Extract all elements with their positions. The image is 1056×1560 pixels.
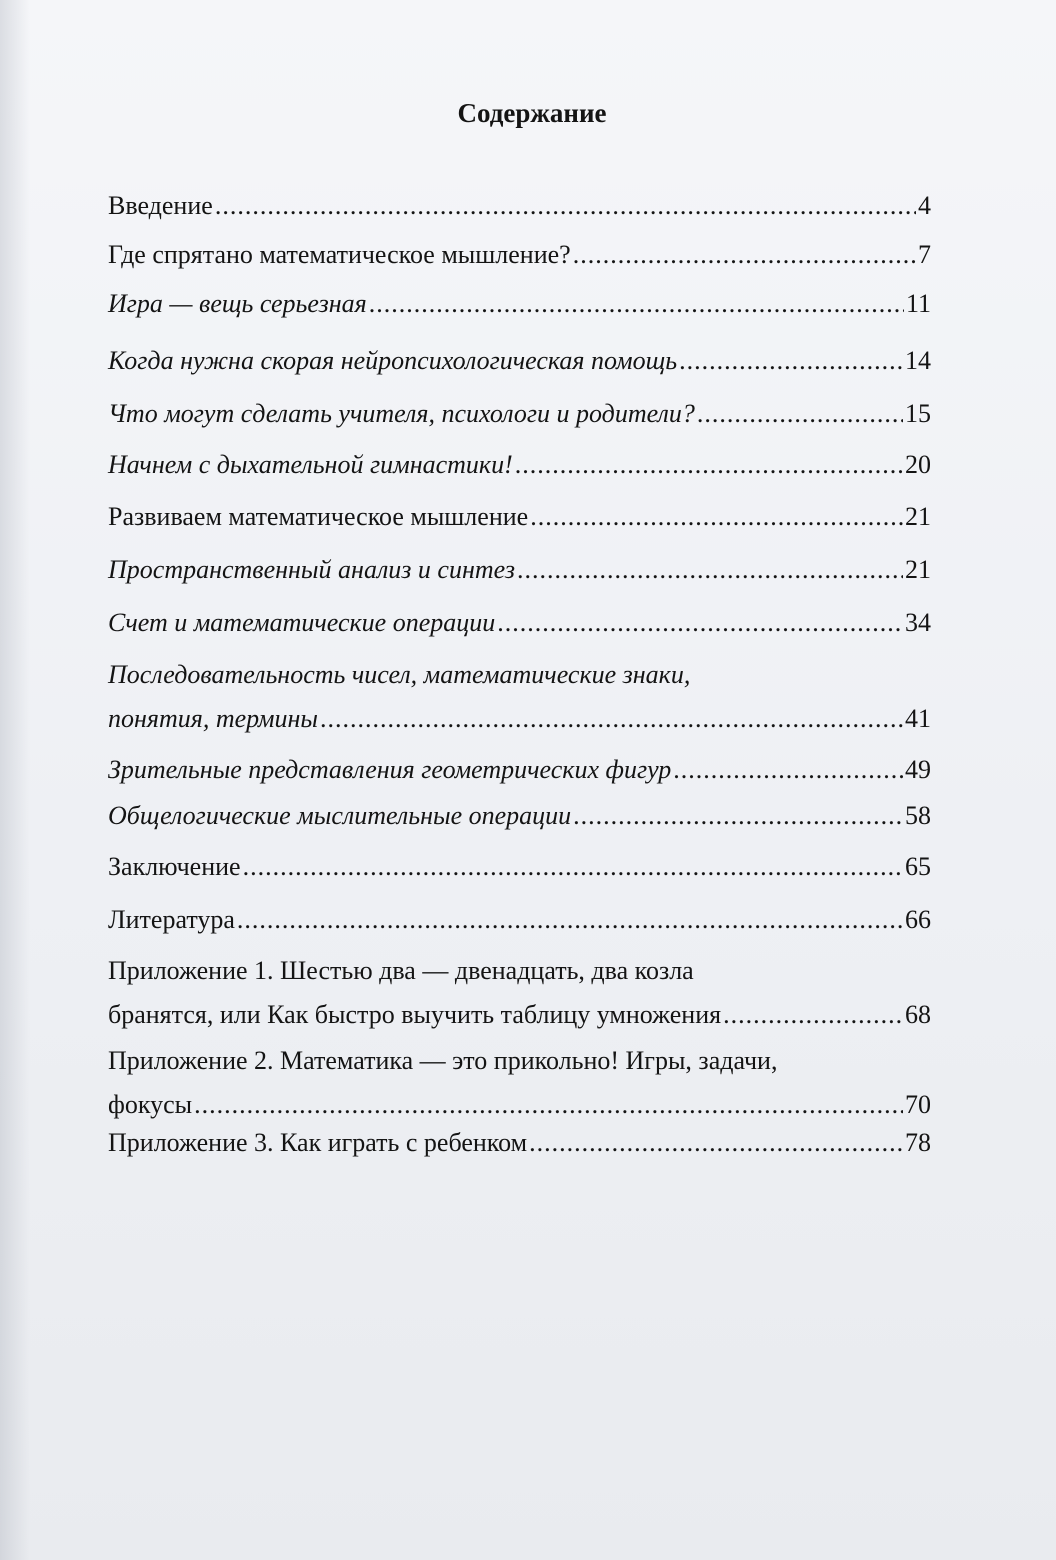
- toc-leader-dots: [237, 902, 903, 938]
- toc-leader-dots: [517, 552, 903, 588]
- toc-entry-title: Зрительные представления геометрических фигур: [108, 755, 672, 784]
- toc-leader-dots: [679, 343, 903, 379]
- toc-entry-title: Развиваем математическое мышление: [108, 502, 529, 531]
- toc-entry-title: Заключение: [108, 852, 241, 881]
- toc-leader-dots: [194, 1087, 903, 1123]
- toc-entry-title: фокусы: [108, 1090, 193, 1119]
- toc-entry[interactable]: [108, 237, 931, 273]
- toc-leader-dots: [320, 701, 903, 737]
- toc-entry[interactable]: [108, 286, 931, 322]
- toc-entry-title: Приложение 3. Как играть с ребенком: [108, 1128, 528, 1157]
- toc-entry[interactable]: [108, 657, 931, 737]
- toc-entry-title: Где спрятано математическое мышление?: [108, 240, 571, 269]
- toc-entry-page: 15: [905, 399, 931, 428]
- toc-entry-title: понятия, термины: [108, 704, 318, 733]
- toc-entry-title: Общелогические мыслительные операции: [108, 801, 572, 830]
- toc-entry[interactable]: [108, 552, 931, 588]
- toc-entry[interactable]: [108, 849, 931, 885]
- toc-entry[interactable]: [108, 499, 931, 535]
- toc-entry-page: 7: [918, 240, 931, 269]
- toc-entry[interactable]: [108, 447, 931, 483]
- toc-entry-title: Счет и математические операции: [108, 608, 496, 637]
- toc-entry-title: бранятся, или Как быстро выучить таблицу умножения: [108, 1000, 722, 1029]
- toc-entry-title: Литература: [108, 905, 235, 934]
- toc-entry-title: Когда нужна скорая нейропсихологическая помощь: [108, 346, 678, 375]
- toc-leader-dots: [497, 605, 903, 641]
- toc-entry-title: Начнем с дыхательной гимнастики!: [108, 450, 513, 479]
- toc-leader-dots: [515, 447, 903, 483]
- toc-entry-title-line1: Приложение 2. Математика — это прикольно! Игры, задачи,: [108, 1046, 778, 1075]
- toc-entry-page: 11: [905, 289, 931, 318]
- toc-entry[interactable]: [108, 953, 931, 1033]
- toc-entry-page: 78: [905, 1128, 931, 1157]
- toc-entry[interactable]: [108, 752, 931, 788]
- toc-entry-page: 70: [905, 1090, 931, 1119]
- toc-entry-page: 4: [918, 191, 931, 220]
- toc-leader-dots: [573, 798, 903, 834]
- toc-entry-page: 34: [905, 608, 931, 637]
- toc-entry[interactable]: [108, 343, 931, 379]
- toc-leader-dots: [215, 188, 916, 224]
- toc-leader-dots: [673, 752, 903, 788]
- toc-entry-page: 20: [905, 450, 931, 479]
- toc-entry-title: Пространственный анализ и синтез: [108, 555, 515, 584]
- toc-entry-page: 68: [905, 1000, 931, 1029]
- toc-entry-page: 14: [905, 346, 931, 375]
- toc-entry[interactable]: [108, 188, 931, 224]
- toc-entry[interactable]: [108, 605, 931, 641]
- toc-entry-title-line1: Последовательность чисел, математические знаки,: [108, 660, 691, 689]
- toc-entry-title: Игра — вещь серьезная: [108, 289, 367, 318]
- toc-entry-page: 58: [905, 801, 931, 830]
- toc-entry-title: Введение: [108, 191, 213, 220]
- toc-entry-title: Что могут сделать учителя, психологи и родители?: [108, 399, 695, 428]
- toc-entry-title-line1: Приложение 1. Шестью два — двенадцать, два козла: [108, 956, 694, 985]
- toc-leader-dots: [369, 286, 904, 322]
- toc-leader-dots: [530, 499, 903, 535]
- toc-entry-page: 65: [905, 852, 931, 881]
- toc-entry-page: 66: [905, 905, 931, 934]
- toc-entry-page: 21: [905, 502, 931, 531]
- page-edge-shadow: [0, 0, 30, 1560]
- toc-entry-page: 49: [905, 755, 931, 784]
- toc-leader-dots: [697, 396, 903, 432]
- toc-entry[interactable]: [108, 1125, 931, 1161]
- toc-entry[interactable]: [108, 798, 931, 834]
- toc-leader-dots: [723, 997, 903, 1033]
- toc-entry[interactable]: [108, 1043, 931, 1123]
- toc-leader-dots: [573, 237, 916, 273]
- toc-entry-page: 41: [905, 704, 931, 733]
- toc-entry[interactable]: [108, 902, 931, 938]
- toc-entry-page: 21: [905, 555, 931, 584]
- toc-leader-dots: [243, 849, 903, 885]
- toc-entry[interactable]: [108, 396, 931, 432]
- page-title: Содержание: [457, 98, 607, 128]
- toc-leader-dots: [529, 1125, 903, 1161]
